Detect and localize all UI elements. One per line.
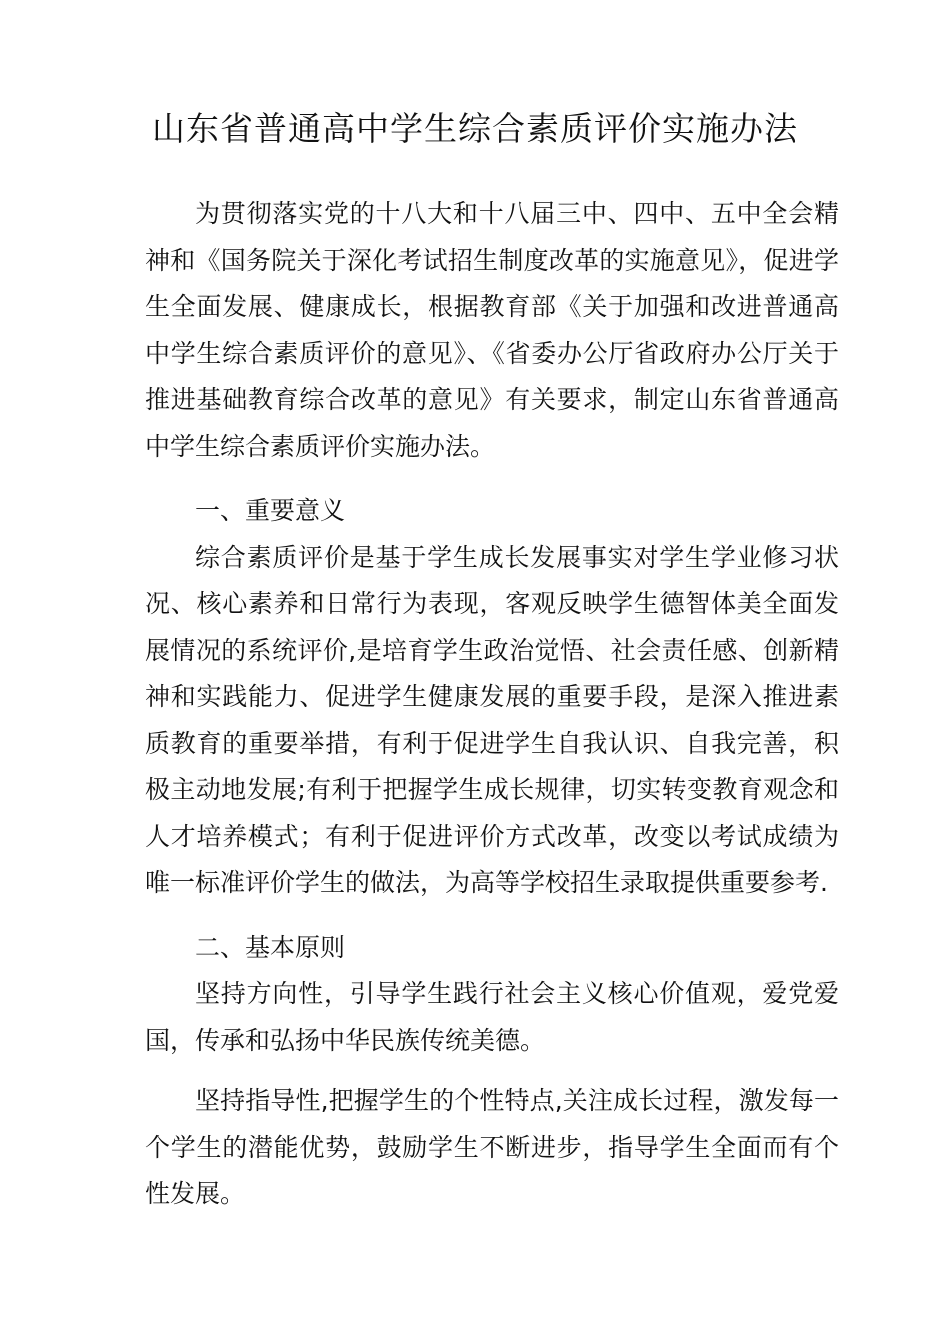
document-body: [145, 191, 839, 1218]
section-heading-principles: 二、基本原则: [195, 932, 346, 962]
document-title: 山东省普通高中学生综合素质评价实施办法: [152, 109, 798, 148]
intro-paragraph: 为贯彻落实党的十八大和十八届三中、四中、五中全会精神和《国务院关于深化考试招生制度改革的实施意见》，促进学生全面发展、健康成长，根据教育部《关于加强和改进普通高中学生综合素质评价的意见》、《省委办公厅省政府办公厅关于推进基础教育综合改革的意见》有关要求，制定山东省普通高中学生综合素质评价实施办法。: [145, 199, 839, 461]
principle-guidance-paragraph: 坚持指导性,把握学生的个性特点,关注成长过程，激发每一个学生的潜能优势，鼓励学生不断进步，指导学生全面而有个性发展。: [145, 1086, 839, 1208]
significance-paragraph: 综合素质评价是基于学生成长发展事实对学生学业修习状况、核心素养和日常行为表现，客观反映学生德智体美全面发展情况的系统评价,是培育学生政治觉悟、社会责任感、创新精神和实践能力、促进学生健康发展的重要手段，是深入推进素质教育的重要举措，有利于促进学生自我认识、自我完善，积极主动地发展;有利于把握学生成长规律，切实转变教育观念和人才培养模式；有利于促进评价方式改革，改变以考试成绩为唯一标准评价学生的做法，为高等学校招生录取提供重要参考.: [145, 542, 839, 897]
principle-direction-paragraph: 坚持方向性，引导学生践行社会主义核心价值观，爱党爱国，传承和弘扬中华民族传统美德。: [145, 979, 839, 1055]
section-heading-significance: 一、重要意义: [195, 496, 346, 525]
